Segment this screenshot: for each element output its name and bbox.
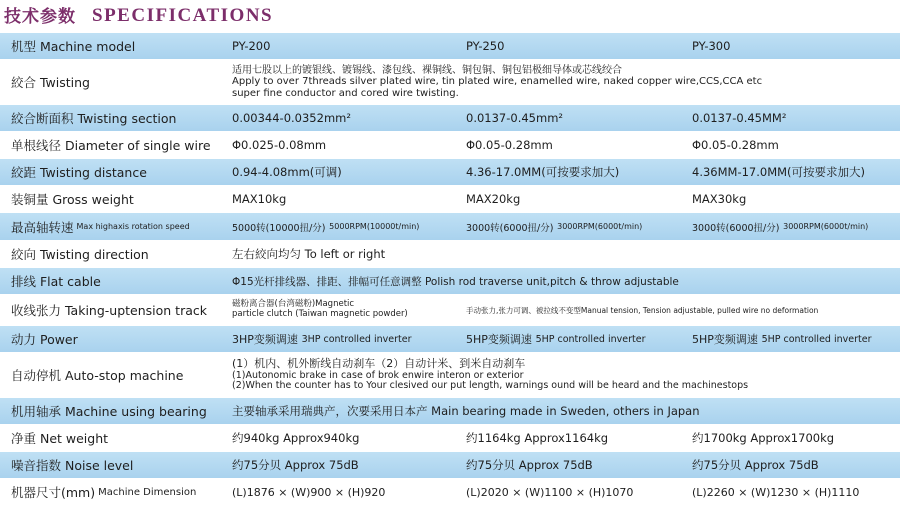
label-machine-dimension: 机器尺寸(mm) Machine Dimension	[11, 485, 197, 500]
header	[0, 0, 900, 27]
value-model-py300: PY-300	[692, 39, 731, 53]
value-weight-py250: MAX20kg	[466, 192, 521, 206]
value-speed-py200: 5000转(10000扭/分) 5000RPM(10000t/min)	[232, 222, 420, 234]
row-flat-cable	[0, 268, 900, 295]
value-distance-py300: 4.36MM-17.0MM(可按要求加大)	[692, 165, 866, 179]
value-weight-py300: MAX30kg	[692, 192, 747, 206]
value-noise-py200: 约75分贝 Approx 75dB	[232, 458, 359, 472]
twisting-line-en-1: Apply to over 7threads silver plated wire, tin plated wire, enamelled wire, naked copper wire,CCS,CCA etc	[232, 76, 763, 88]
value-power-py250: 5HP变频调速 5HP controlled inverter	[466, 333, 646, 346]
title-chinese: 技术参数	[4, 7, 76, 27]
value-distance-py200: 0.94-4.08mm(可调)	[232, 165, 342, 179]
value-net-py250: 约1164kg Approx1164kg	[466, 431, 609, 445]
value-twisting	[220, 60, 900, 104]
value-tension-clutch: 磁粉离合器(台湾磁粉)Magnetic particle clutch (Taiwan magnetic powder)	[232, 299, 408, 319]
label-diameter: 单根线径 Diameter of single wire	[11, 138, 211, 153]
label-twisting-direction: 絞向 Twisting direction	[11, 247, 149, 262]
row-twisting-direction	[0, 241, 900, 268]
row-max-speed	[0, 213, 900, 241]
label-auto-stop: 自动停机 Auto-stop machine	[11, 368, 184, 383]
row-twisting-distance	[0, 159, 900, 186]
twisting-line-cn: 适用七股以上的镀银线、镀锡线、漆包线、裸铜线、铜包铜、铜包铝极细导体或芯线绞合	[232, 65, 622, 77]
value-model-py200: PY-200	[232, 39, 271, 53]
value-diameter-py200: Φ0.025-0.08mm	[232, 138, 327, 152]
row-twisting	[0, 60, 900, 105]
label-twisting-section: 絞合断面积 Twisting section	[11, 111, 177, 126]
label-net-weight: 净重 Net weight	[11, 431, 109, 446]
value-diameter-py300: Φ0.05-0.28mm	[692, 138, 779, 152]
row-twisting-section	[0, 105, 900, 132]
label-noise-level: 噪音指数 Noise level	[11, 458, 134, 473]
row-bearing	[0, 398, 900, 425]
value-flat-cable: Φ15光杆排线器、排距、排幅可任意调整 Polish rod traverse unit,pitch & throw adjustable	[232, 275, 679, 288]
row-gross-weight	[0, 186, 900, 213]
value-dimension-py200: (L)1876 × (W)900 × (H)920	[232, 485, 386, 499]
label-gross-weight: 装铜量 Gross weight	[11, 192, 134, 207]
label-power: 动力 Power	[11, 332, 78, 347]
value-dimension-py250: (L)2020 × (W)1100 × (H)1070	[466, 485, 634, 499]
value-section-py300: 0.0137-0.45MM²	[692, 111, 787, 125]
value-noise-py300: 约75分贝 Approx 75dB	[692, 458, 819, 472]
twisting-line-en-2: super fine conductor and cored wire twisting.	[232, 87, 459, 99]
value-section-py200: 0.00344-0.0352mm²	[232, 111, 351, 125]
value-power-py300: 5HP变频调速 5HP controlled inverter	[692, 333, 872, 346]
label-twisting: 絞合 Twisting	[11, 75, 90, 90]
value-model-py250: PY-250	[466, 39, 505, 53]
value-diameter-py250: Φ0.05-0.28mm	[466, 138, 553, 152]
value-tension-manual: 手动张力,张力可调、被拉线不变型Manual tension, Tension adjustable, pulled wire no deformation	[466, 305, 819, 315]
value-net-py300: 约1700kg Approx1700kg	[692, 431, 835, 445]
row-machine-model	[0, 33, 900, 60]
value-section-py250: 0.0137-0.45mm²	[466, 111, 564, 125]
value-power-py200: 3HP变频调速 3HP controlled inverter	[232, 333, 412, 346]
value-noise-py250: 约75分贝 Approx 75dB	[466, 458, 593, 472]
row-auto-stop	[0, 353, 900, 398]
row-diameter	[0, 132, 900, 159]
label-twisting-distance: 絞距 Twisting distance	[11, 165, 147, 180]
label-max-speed-cn: 最高轴转速	[11, 219, 74, 235]
row-noise-level	[0, 452, 900, 479]
value-distance-py250: 4.36-17.0MM(可按要求加大)	[466, 165, 620, 179]
value-speed-py250: 3000转(6000扭/分) 3000RPM(6000t/min)	[466, 222, 643, 234]
label-flat-cable: 排线 Flat cable	[11, 274, 101, 289]
value-twisting-direction: 左右絞向均匀 To left or right	[232, 247, 386, 261]
value-bearing: 主要轴承采用瑞典产，次要采用日本产 Main bearing made in Sweden, others in Japan	[232, 404, 700, 418]
value-auto-stop: (1）机内、机外断线自动刹车（2）自动计米、到米自动刹车 (1)Autonomic brake in case of brok enwire interon or exterior (2)When the counter has to Your clesived our put length, warnings ound will be heard and the machinestops	[232, 357, 749, 392]
label-machine-model: 机型 Machine model	[11, 39, 136, 54]
value-net-py200: 约940kg Approx940kg	[232, 431, 360, 445]
label-tension: 收线张力 Taking-uptension track	[11, 303, 207, 318]
value-dimension-py300: (L)2260 × (W)1230 × (H)1110	[692, 485, 860, 499]
value-speed-py300: 3000转(6000扭/分) 3000RPM(6000t/min)	[692, 222, 869, 234]
spec-table	[0, 33, 900, 506]
row-machine-dimension	[0, 479, 900, 506]
row-tension	[0, 295, 900, 326]
label-max-speed-en: Max highaxis rotation speed	[76, 222, 190, 231]
label-max-speed	[0, 213, 220, 240]
label-bearing: 机用轴承 Machine using bearing	[11, 404, 207, 419]
value-weight-py200: MAX10kg	[232, 192, 287, 206]
title-english: SPECIFICATIONS	[92, 5, 274, 26]
row-net-weight	[0, 425, 900, 452]
row-power	[0, 326, 900, 353]
